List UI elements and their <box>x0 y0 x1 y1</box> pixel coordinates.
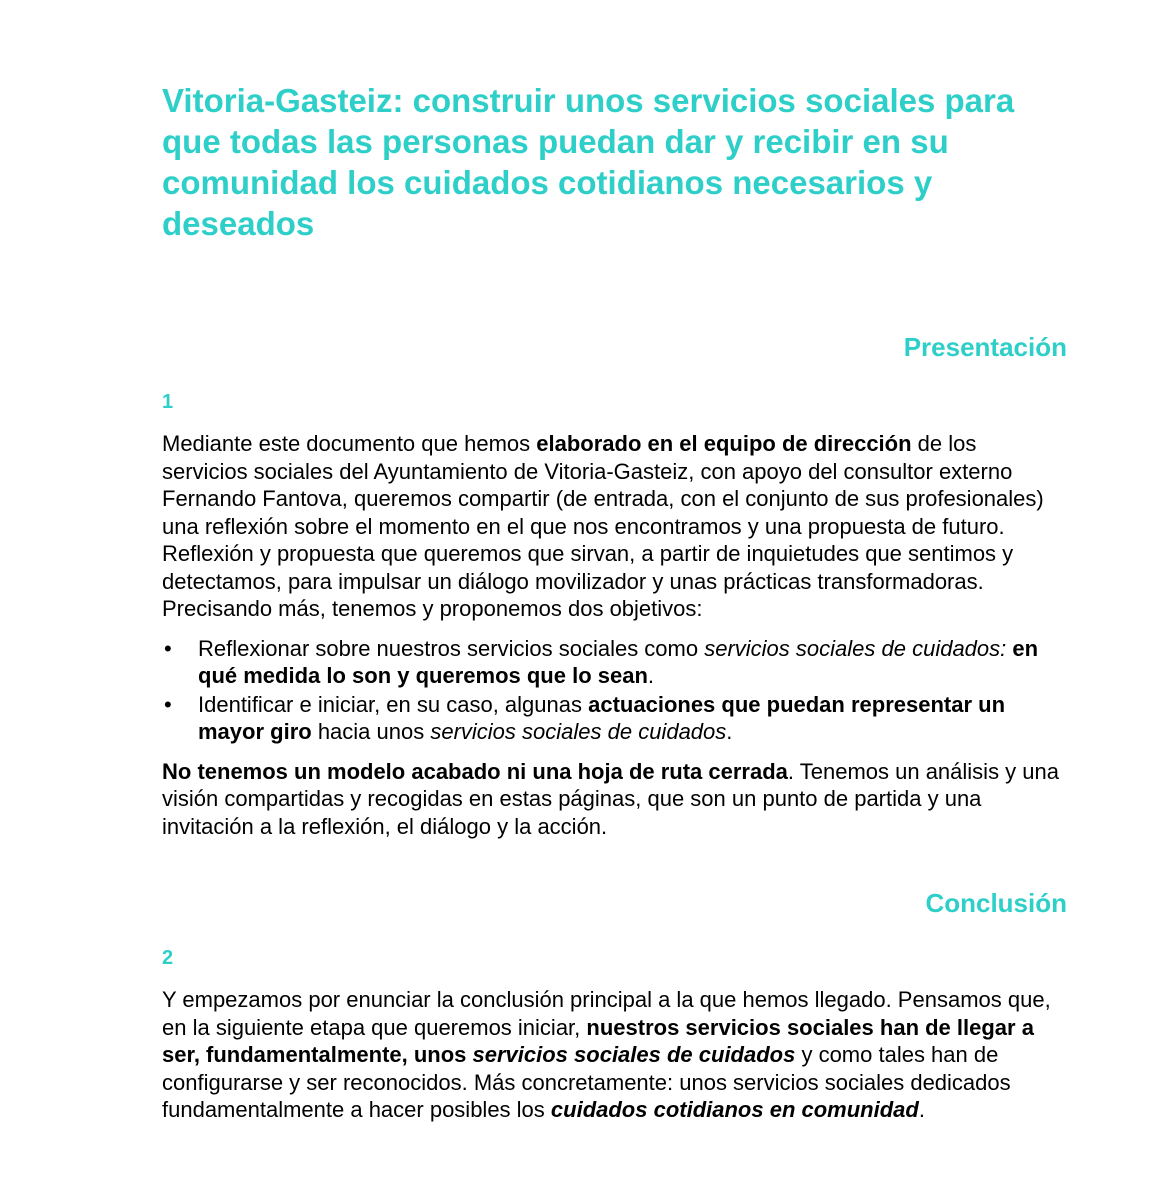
intro-paragraph: Mediante este documento que hemos elaborado en el equipo de dirección de los servicios sociales del Ayuntamiento de Vitoria-Gasteiz, con apoyo del consultor externo Fernando Fantova, queremos compartir (de entrada, con el conjunto de sus profesionales) una reflexión sobre el momento en el que nos encontramos y una propuesta de futuro. Reflexión y propuesta que queremos que sirvan, a partir de inquietudes que sentimos y detectamos, para impulsar un diálogo movilizador y unas prácticas transformadoras. Precisando más, tenemos y proponemos dos objetivos: <box>162 431 1044 621</box>
objective-item-2: • Identificar e iniciar, en su caso, algunas actuaciones que puedan representar un mayor giro hacia unos servicios sociales de cuidados. <box>164 691 1006 744</box>
paragraph-number-2: 2 <box>162 947 174 969</box>
closing-paragraph: No tenemos un modelo acabado ni una hoja de ruta cerrada. Tenemos un análisis y una visión compartidas y recogidas en estas páginas, que son un punto de partida y una invitación a la reflexión, el diálogo y la acción. <box>162 758 1059 839</box>
conclusion-paragraph: Y empezamos por enunciar la conclusión principal a la que hemos llegado. Pensamos que, en la siguiente etapa que queremos iniciar, nuestros servicios sociales han de llegar a ser, fundamentalmente, unos servicios sociales de cuidados y como tales han de configurarse y ser reconocidos. Más concretamente: unos servicios sociales dedicados fundamentalmente a hacer posibles los cuidados cotidianos en comunidad. <box>162 987 1051 1122</box>
bullet-icon: • <box>164 635 172 661</box>
paragraph-number-1: 1 <box>162 391 174 413</box>
document-title: Vitoria-Gasteiz: construir unos servicios sociales para que todas las personas puedan dar y recibir en su comunidad los cuidados cotidianos necesarios y deseados <box>162 82 1015 242</box>
section-heading-conclusion: Conclusión <box>925 888 1067 918</box>
objective-item-1: • Reflexionar sobre nuestros servicios sociales como servicios sociales de cuidados: en qué medida lo son y queremos que lo sean. <box>164 635 1039 688</box>
bullet-icon: • <box>164 691 172 717</box>
document-page <box>162 80 1067 1124</box>
section-heading-presentacion: Presentación <box>903 332 1067 362</box>
objectives-list <box>162 635 1067 746</box>
